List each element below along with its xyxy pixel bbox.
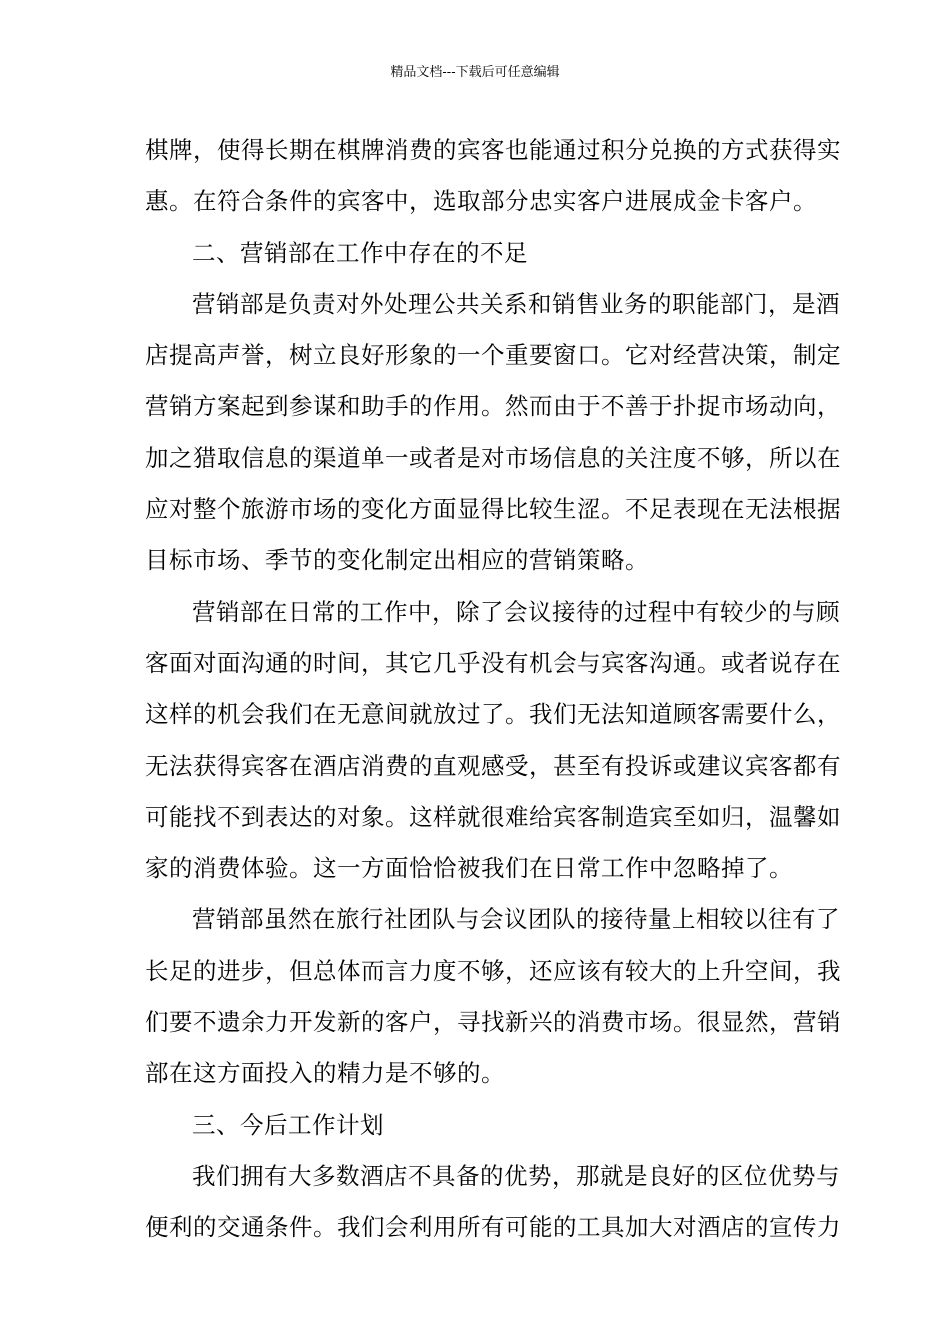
section-heading: 三、今后工作计划 bbox=[192, 1110, 384, 1139]
text-line: 客面对面沟通的时间，其它几乎没有机会与宾客沟通。或者说存在 bbox=[145, 648, 841, 677]
text-line: 棋牌，使得长期在棋牌消费的宾客也能通过积分兑换的方式获得实 bbox=[145, 136, 841, 164]
text-line: 惠。在符合条件的宾客中，选取部分忠实客户进展成金卡客户。 bbox=[145, 187, 817, 216]
text-line: 营销方案起到参谋和助手的作用。然而由于不善于扑捉市场动向， bbox=[145, 392, 841, 421]
text-line: 我们拥有大多数酒店不具备的优势，那就是良好的区位优势与 bbox=[192, 1161, 840, 1190]
text-line: 部在这方面投入的精力是不够的。 bbox=[145, 1059, 505, 1088]
text-line: 店提高声誉，树立良好形象的一个重要窗口。它对经营决策，制定 bbox=[145, 341, 841, 370]
text-line: 营销部虽然在旅行社团队与会议团队的接待量上相较以往有了 bbox=[192, 905, 840, 934]
document-body bbox=[145, 125, 841, 1254]
text-line: 加之猎取信息的渠道单一或者是对市场信息的关注度不够，所以在 bbox=[145, 443, 841, 472]
section-heading: 二、营销部在工作中存在的不足 bbox=[192, 238, 528, 267]
text-line: 无法获得宾客在酒店消费的直观感受，甚至有投诉或建议宾客都有 bbox=[145, 751, 841, 780]
text-line: 长足的进步，但总体而言力度不够，还应该有较大的上升空间，我 bbox=[145, 956, 841, 985]
text-line: 家的消费体验。这一方面恰恰被我们在日常工作中忽略掉了。 bbox=[145, 854, 793, 883]
text-line: 们要不遗余力开发新的客户，寻找新兴的消费市场。很显然，营销 bbox=[145, 1008, 841, 1037]
text-line: 目标市场、季节的变化制定出相应的营销策略。 bbox=[145, 546, 649, 575]
text-line: 应对整个旅游市场的变化方面显得比较生涩。不足表现在无法根据 bbox=[145, 495, 841, 524]
text-line: 便利的交通条件。我们会利用所有可能的工具加大对酒店的宣传力 bbox=[145, 1213, 841, 1242]
text-line: 营销部是负责对外处理公共关系和销售业务的职能部门，是酒 bbox=[192, 289, 840, 318]
text-line: 这样的机会我们在无意间就放过了。我们无法知道顾客需要什么， bbox=[145, 700, 841, 729]
page-header: 精品文档---下载后可任意编辑 bbox=[390, 65, 560, 80]
text-line: 可能找不到表达的对象。这样就很难给宾客制造宾至如归，温馨如 bbox=[145, 802, 841, 831]
text-line: 营销部在日常的工作中，除了会议接待的过程中有较少的与顾 bbox=[192, 597, 840, 626]
